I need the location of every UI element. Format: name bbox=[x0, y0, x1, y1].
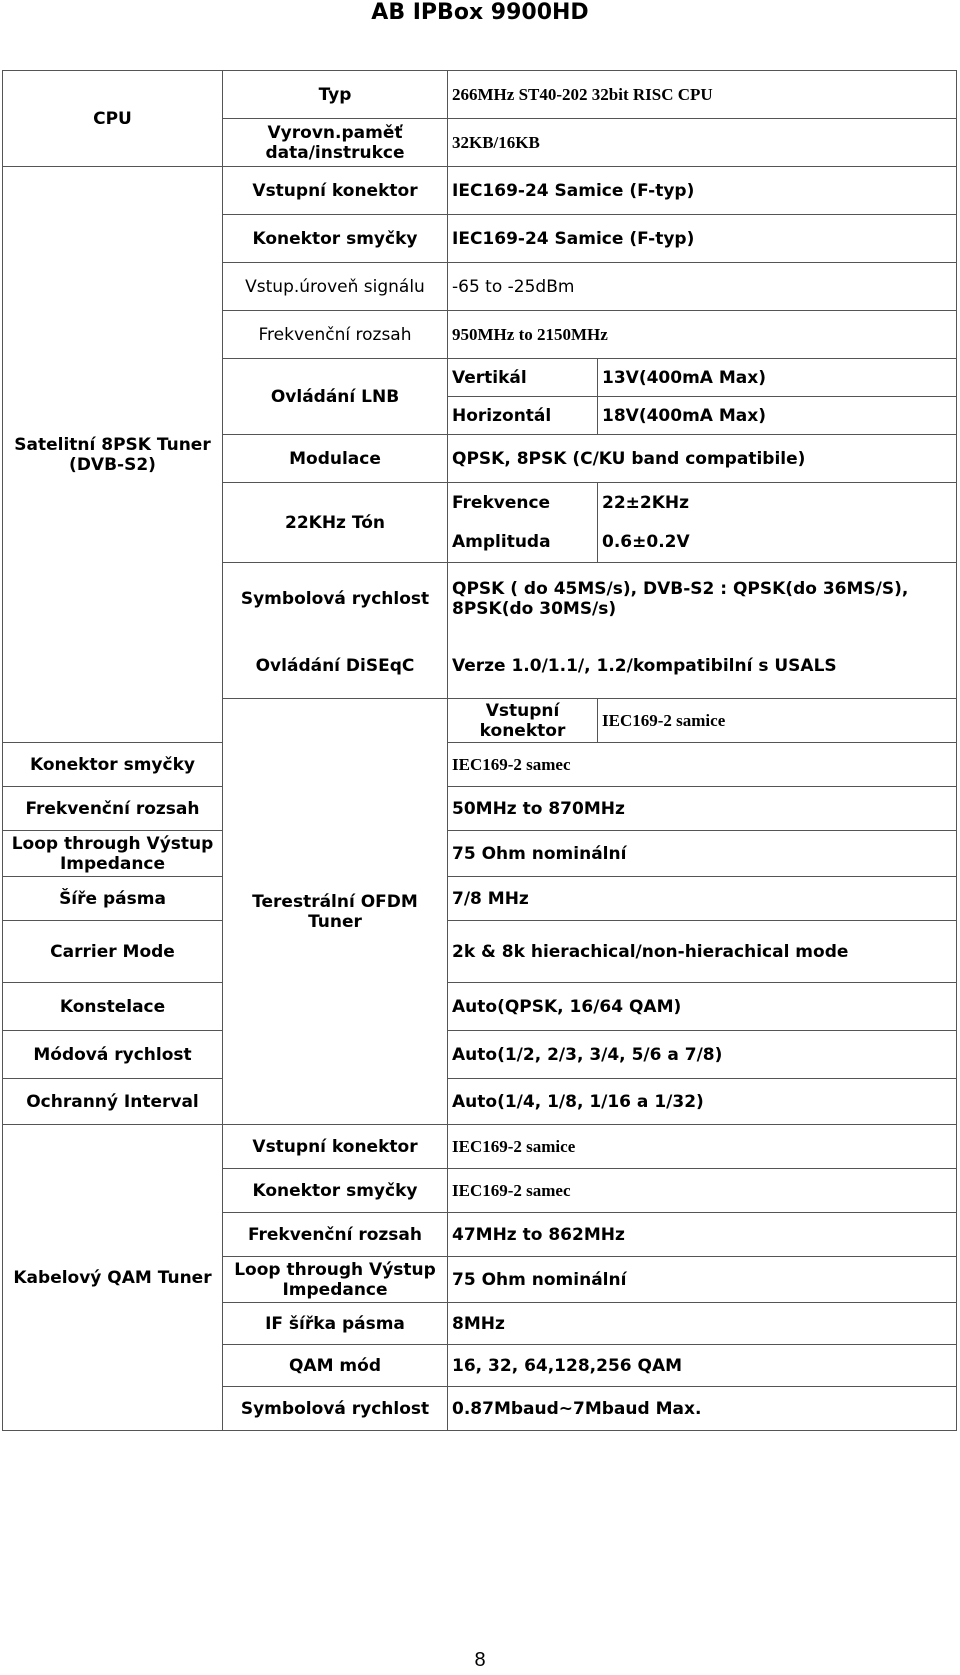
spec-label: Konektor smyčky bbox=[3, 743, 223, 787]
spec-value: Verze 1.0/1.1/, 1.2/kompatibilní s USALS bbox=[448, 635, 957, 699]
spec-value: 32KB/16KB bbox=[448, 119, 957, 167]
table-row bbox=[3, 983, 957, 1031]
table-row bbox=[3, 831, 957, 877]
spec-label: Ochranný Interval bbox=[3, 1079, 223, 1125]
spec-label: QAM mód bbox=[223, 1345, 448, 1387]
spec-value: 50MHz to 870MHz bbox=[448, 787, 957, 831]
page-number: 8 bbox=[474, 1649, 486, 1671]
spec-value: IEC169-24 Samice (F-typ) bbox=[448, 215, 957, 263]
spec-sublabel: Vertikál bbox=[448, 359, 598, 397]
spec-value: 2k & 8k hierachical/non-hierachical mode bbox=[448, 921, 957, 983]
spec-value: Auto(1/2, 2/3, 3/4, 5/6 a 7/8) bbox=[448, 1031, 957, 1079]
spec-label: Frekvenční rozsah bbox=[3, 787, 223, 831]
spec-value: IEC169-2 samice bbox=[448, 1125, 957, 1169]
document-title: AB IPBox 9900HD bbox=[371, 0, 589, 25]
spec-label: IF šířka pásma bbox=[223, 1303, 448, 1345]
spec-label: Vstupní konektor bbox=[223, 1125, 448, 1169]
spec-label: Konstelace bbox=[3, 983, 223, 1031]
spec-label: Loop through Výstup Impedance bbox=[223, 1257, 448, 1303]
table-row bbox=[3, 787, 957, 831]
spec-label: Vyrovn.paměť data/instrukce bbox=[223, 119, 448, 167]
spec-value: IEC169-2 samec bbox=[448, 743, 957, 787]
spec-value: 13V(400mA Max) bbox=[598, 359, 957, 397]
spec-value: Auto(QPSK, 16/64 QAM) bbox=[448, 983, 957, 1031]
spec-label: Symbolová rychlost bbox=[223, 563, 448, 635]
table-row bbox=[3, 921, 957, 983]
spec-label: Carrier Mode bbox=[3, 921, 223, 983]
spec-label: Frekvenční rozsah bbox=[223, 311, 448, 359]
spec-table bbox=[2, 70, 957, 1431]
spec-value: Auto(1/4, 1/8, 1/16 a 1/32) bbox=[448, 1079, 957, 1125]
spec-label: Módová rychlost bbox=[3, 1031, 223, 1079]
group-satellite: Satelitní 8PSK Tuner (DVB-S2) bbox=[3, 167, 223, 743]
table-row bbox=[3, 167, 957, 215]
spec-value: QPSK ( do 45MS/s), DVB-S2 : QPSK(do 36MS/S), 8PSK(do 30MS/s) bbox=[448, 563, 957, 635]
spec-value: 75 Ohm nominální bbox=[448, 1257, 957, 1303]
spec-label: Vstup.úroveň signálu bbox=[223, 263, 448, 311]
spec-label: Ovládání LNB bbox=[223, 359, 448, 435]
spec-label: Šíře pásma bbox=[3, 877, 223, 921]
spec-value: 75 Ohm nominální bbox=[448, 831, 957, 877]
spec-value: 22±2KHz bbox=[598, 483, 957, 523]
table-row bbox=[3, 743, 957, 787]
group-cpu: CPU bbox=[3, 71, 223, 167]
spec-label: Symbolová rychlost bbox=[223, 1387, 448, 1431]
spec-label: Loop through Výstup Impedance bbox=[3, 831, 223, 877]
spec-value: 7/8 MHz bbox=[448, 877, 957, 921]
spec-value: 8MHz bbox=[448, 1303, 957, 1345]
table-row bbox=[3, 1125, 957, 1169]
spec-value: IEC169-2 samec bbox=[448, 1169, 957, 1213]
spec-value: 950MHz to 2150MHz bbox=[448, 311, 957, 359]
spec-value: 47MHz to 862MHz bbox=[448, 1213, 957, 1257]
spec-value: 0.6±0.2V bbox=[598, 523, 957, 563]
spec-label: 22KHz Tón bbox=[223, 483, 448, 563]
spec-value: 0.87Mbaud~7Mbaud Max. bbox=[448, 1387, 957, 1431]
spec-value: -65 to -25dBm bbox=[448, 263, 957, 311]
spec-label: Vstupní konektor bbox=[448, 699, 598, 743]
table-row bbox=[3, 1079, 957, 1125]
spec-value: IEC169-24 Samice (F-typ) bbox=[448, 167, 957, 215]
table-row bbox=[3, 1031, 957, 1079]
group-terrestrial: Terestrální OFDM Tuner bbox=[223, 699, 448, 1125]
group-cable: Kabelový QAM Tuner bbox=[3, 1125, 223, 1431]
spec-value: 266MHz ST40-202 32bit RISC CPU bbox=[448, 71, 957, 119]
spec-sublabel: Amplituda bbox=[448, 523, 598, 563]
table-row bbox=[3, 877, 957, 921]
spec-label: Typ bbox=[223, 71, 448, 119]
spec-label: Konektor smyčky bbox=[223, 215, 448, 263]
spec-label: Konektor smyčky bbox=[223, 1169, 448, 1213]
table-row bbox=[3, 71, 957, 119]
spec-value: QPSK, 8PSK (C/KU band compatibile) bbox=[448, 435, 957, 483]
spec-value: 16, 32, 64,128,256 QAM bbox=[448, 1345, 957, 1387]
spec-label: Ovládání DiSEqC bbox=[223, 635, 448, 699]
spec-label: Modulace bbox=[223, 435, 448, 483]
spec-value: 18V(400mA Max) bbox=[598, 397, 957, 435]
spec-sublabel: Horizontál bbox=[448, 397, 598, 435]
spec-sublabel: Frekvence bbox=[448, 483, 598, 523]
spec-value: IEC169-2 samice bbox=[598, 699, 957, 743]
spec-label: Frekvenční rozsah bbox=[223, 1213, 448, 1257]
spec-label: Vstupní konektor bbox=[223, 167, 448, 215]
